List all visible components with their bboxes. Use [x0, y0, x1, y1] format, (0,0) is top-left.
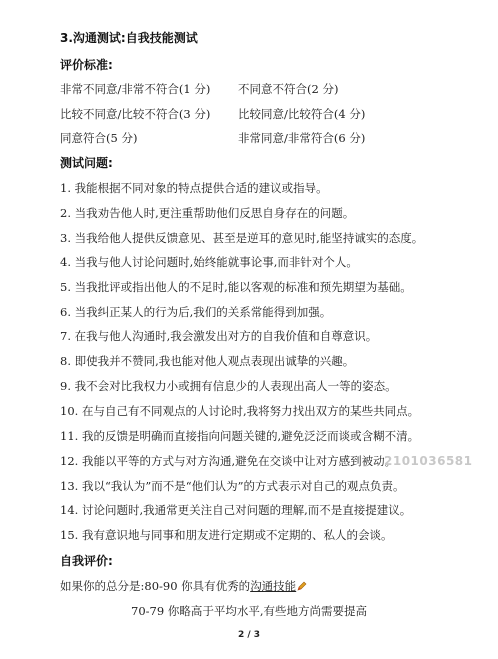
question-item: 5. 当我批评或指出他人的不足时,能以客观的标准和预先期望为基础。 — [60, 280, 412, 294]
criteria-heading: 评价标准: — [60, 58, 113, 72]
question-item: 3. 当我给他人提供反馈意见、甚至是逆耳的意见时,能坚持诚实的态度。 — [60, 231, 424, 245]
criteria-item-5: 同意符合(5 分) — [60, 131, 138, 145]
section-title: 3.沟通测试:自我技能测试 — [60, 31, 198, 45]
question-item: 4. 当我与他人讨论问题时,始终能就事论事,而非针对个人。 — [60, 255, 358, 269]
criteria-item-2: 不同意不符合(2 分) — [238, 82, 339, 96]
criteria-item-1: 非常不同意/非常不符合(1 分) — [60, 82, 211, 96]
criteria-item-4: 比较同意/比较符合(4 分) — [238, 107, 366, 121]
evaluation-line-1-prefix: 如果你的总分是:80-90 你具有优秀的 — [60, 579, 251, 593]
questions-heading: 测试问题: — [60, 156, 113, 170]
page-number: 2 / 3 — [237, 630, 261, 640]
evaluation-line-1-underlined: 沟通技能 — [250, 579, 297, 593]
criteria-item-6: 非常同意/非常符合(6 分) — [238, 131, 366, 145]
question-item: 11. 我的反馈是明确而直接指向问题关键的,避免泛泛而谈或含糊不清。 — [60, 429, 420, 443]
question-item: 8. 即使我并不赞同,我也能对他人观点表现出诚挚的兴趣。 — [60, 354, 355, 368]
question-item: 2. 当我劝告他人时,更注重帮助他们反思自身存在的问题。 — [60, 206, 355, 220]
pen-icon — [297, 581, 307, 591]
question-item: 1. 我能根据不同对象的特点提供合适的建议或指导。 — [60, 181, 328, 195]
question-item: 13. 我以“我认为”而不是“他们认为”的方式表示对自己的观点负责。 — [60, 479, 405, 493]
watermark-id: 2101036581 — [384, 454, 473, 468]
question-item: 10. 在与自己有不同观点的人讨论时,我将努力找出双方的某些共同点。 — [60, 404, 420, 418]
criteria-item-3: 比较不同意/比较不符合(3 分) — [60, 107, 211, 121]
evaluation-line-2: 70-79 你略高于平均水平,有些地方尚需要提高 — [131, 604, 367, 618]
question-item: 12. 我能以平等的方式与对方沟通,避免在交谈中让对方感到被动。 — [60, 454, 397, 468]
evaluation-heading: 自我评价: — [60, 554, 113, 568]
question-item: 6. 当我纠正某人的行为后,我们的关系常能得到加强。 — [60, 305, 332, 319]
question-item: 7. 在我与他人沟通时,我会激发出对方的自我价值和自尊意识。 — [60, 329, 378, 343]
question-item: 9. 我不会对比我权力小或拥有信息少的人表现出高人一等的姿态。 — [60, 379, 397, 393]
question-item: 15. 我有意识地与同事和朋友进行定期或不定期的、私人的会谈。 — [60, 528, 393, 542]
question-item: 14. 讨论问题时,我通常更关注自己对问题的理解,而不是直接提建议。 — [60, 503, 412, 517]
evaluation-line-1 — [60, 578, 307, 594]
